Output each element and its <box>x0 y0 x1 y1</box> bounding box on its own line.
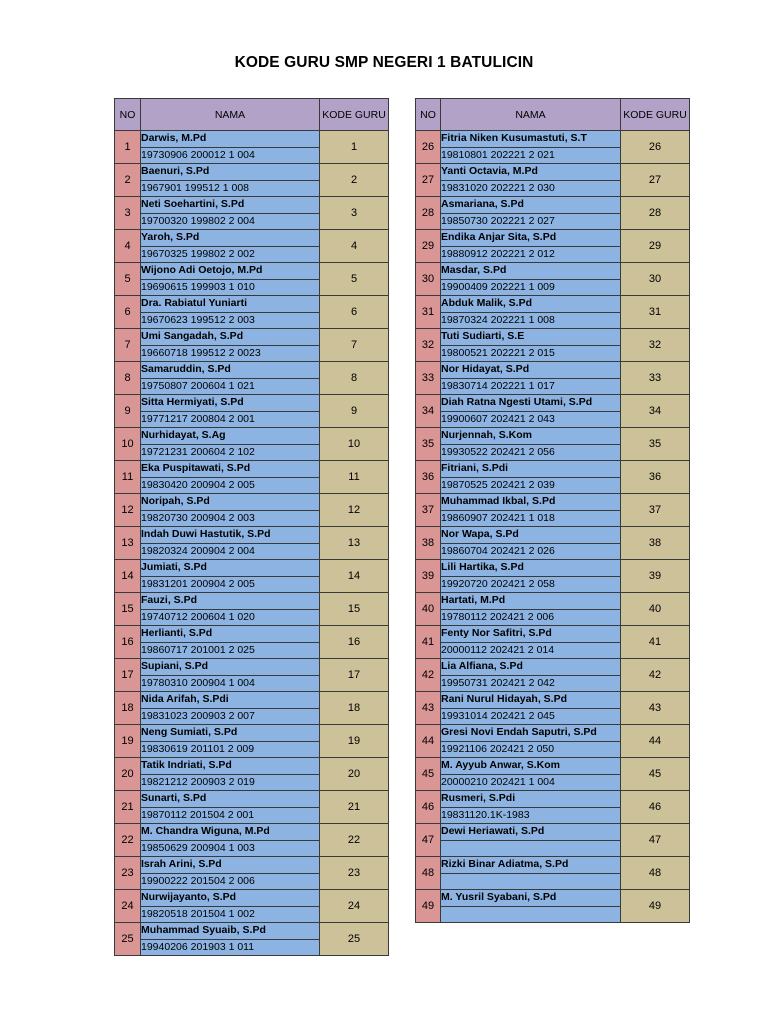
teacher-number: 1 <box>115 131 141 164</box>
teacher-number: 37 <box>416 494 441 527</box>
teacher-number: 9 <box>115 395 141 428</box>
teacher-code: 16 <box>320 626 389 659</box>
teacher-number: 10 <box>115 428 141 461</box>
teacher-nip: 19831023 200903 2 007 <box>141 708 320 725</box>
teacher-row <box>115 923 389 940</box>
teacher-row <box>416 791 690 808</box>
teacher-number: 42 <box>416 659 441 692</box>
teacher-code: 30 <box>621 263 690 296</box>
teacher-number: 48 <box>416 857 441 890</box>
teacher-nip: 19860717 201001 2 025 <box>141 642 320 659</box>
teacher-row <box>416 362 690 379</box>
teacher-row <box>115 461 389 478</box>
teacher-code: 34 <box>621 395 690 428</box>
teacher-row <box>115 890 389 907</box>
teacher-code: 45 <box>621 758 690 791</box>
teacher-code: 42 <box>621 659 690 692</box>
teacher-number: 28 <box>416 197 441 230</box>
teacher-name: Endika Anjar Sita, S.Pd <box>441 230 621 247</box>
teacher-row <box>115 164 389 181</box>
teacher-nip: 19900222 201504 2 006 <box>141 873 320 890</box>
teacher-number: 22 <box>115 824 141 857</box>
header-nama: NAMA <box>141 99 320 131</box>
teacher-nip: 19771217 200804 2 001 <box>141 411 320 428</box>
teacher-name: Nurwijayanto, S.Pd <box>141 890 320 907</box>
teacher-name: Supiani, S.Pd <box>141 659 320 676</box>
teacher-name: Rani Nurul Hidayah, S.Pd <box>441 692 621 709</box>
teacher-nip: 19810801 202221 2 021 <box>441 147 621 164</box>
teacher-row <box>416 857 690 874</box>
teacher-code: 39 <box>621 560 690 593</box>
teacher-row <box>115 824 389 841</box>
teacher-name: Gresi Novi Endah Saputri, S.Pd <box>441 725 621 742</box>
teacher-number: 24 <box>115 890 141 923</box>
teacher-number: 38 <box>416 527 441 560</box>
teacher-row <box>416 230 690 247</box>
teacher-row <box>416 692 690 709</box>
teacher-row <box>115 659 389 676</box>
teacher-code: 25 <box>320 923 389 956</box>
teacher-nip: 19860907 202421 1 018 <box>441 510 621 527</box>
teacher-name: Masdar, S.Pd <box>441 263 621 280</box>
teacher-nip: 19921106 202421 2 050 <box>441 741 621 758</box>
teacher-nip: 19830420 200904 2 005 <box>141 477 320 494</box>
teacher-number: 6 <box>115 296 141 329</box>
teacher-name: Hartati, M.Pd <box>441 593 621 610</box>
teacher-row <box>115 527 389 544</box>
teacher-nip: 19820730 200904 2 003 <box>141 510 320 527</box>
teacher-row <box>416 527 690 544</box>
teacher-number: 34 <box>416 395 441 428</box>
teacher-code: 22 <box>320 824 389 857</box>
teacher-nip: 19931014 202421 2 045 <box>441 708 621 725</box>
teacher-code: 24 <box>320 890 389 923</box>
teacher-name: Yaroh, S.Pd <box>141 230 320 247</box>
teacher-row <box>115 428 389 445</box>
teacher-code: 1 <box>320 131 389 164</box>
teacher-name: Tatik Indriati, S.Pd <box>141 758 320 775</box>
teacher-code: 23 <box>320 857 389 890</box>
teacher-number: 29 <box>416 230 441 263</box>
teacher-code: 33 <box>621 362 690 395</box>
teacher-row <box>416 626 690 643</box>
teacher-code: 4 <box>320 230 389 263</box>
teacher-code: 31 <box>621 296 690 329</box>
teacher-number: 15 <box>115 593 141 626</box>
teacher-nip: 19721231 200604 2 102 <box>141 444 320 461</box>
teacher-code: 32 <box>621 329 690 362</box>
header-kode-guru: KODE GURU <box>621 99 690 131</box>
teacher-name: Neti Soehartini, S.Pd <box>141 197 320 214</box>
teacher-name: Sitta Hermiyati, S.Pd <box>141 395 320 412</box>
teacher-name: Israh Arini, S.Pd <box>141 857 320 874</box>
teacher-name: Jumiati, S.Pd <box>141 560 320 577</box>
teacher-row <box>115 692 389 709</box>
teacher-code: 26 <box>621 131 690 164</box>
teacher-code: 46 <box>621 791 690 824</box>
teacher-nip: 19850730 202221 2 027 <box>441 213 621 230</box>
teacher-nip: 19750807 200604 1 021 <box>141 378 320 395</box>
teacher-number: 44 <box>416 725 441 758</box>
teacher-code: 48 <box>621 857 690 890</box>
teacher-code: 3 <box>320 197 389 230</box>
teacher-number: 31 <box>416 296 441 329</box>
teacher-name: Dewi Heriawati, S.Pd <box>441 824 621 841</box>
teacher-code: 35 <box>621 428 690 461</box>
teacher-code: 10 <box>320 428 389 461</box>
teacher-nip: 19660718 199512 2 0023 <box>141 345 320 362</box>
teacher-nip: 19780310 200904 1 004 <box>141 675 320 692</box>
teacher-table-left <box>114 98 389 956</box>
teacher-nip <box>441 840 621 857</box>
teacher-nip: 19831201 200904 2 005 <box>141 576 320 593</box>
teacher-name: Nurhidayat, S.Ag <box>141 428 320 445</box>
teacher-number: 14 <box>115 560 141 593</box>
teacher-code: 27 <box>621 164 690 197</box>
teacher-number: 43 <box>416 692 441 725</box>
teacher-nip: 19930522 202421 2 056 <box>441 444 621 461</box>
teacher-number: 30 <box>416 263 441 296</box>
teacher-code: 47 <box>621 824 690 857</box>
teacher-name: Indah Duwi Hastutik, S.Pd <box>141 527 320 544</box>
teacher-row <box>416 428 690 445</box>
teacher-row <box>115 758 389 775</box>
teacher-row <box>115 230 389 247</box>
header-row <box>115 99 389 131</box>
teacher-nip: 19950731 202421 2 042 <box>441 675 621 692</box>
teacher-number: 40 <box>416 593 441 626</box>
teacher-name: Nor Wapa, S.Pd <box>441 527 621 544</box>
teacher-code: 37 <box>621 494 690 527</box>
teacher-name: Eka Puspitawati, S.Pd <box>141 461 320 478</box>
teacher-number: 17 <box>115 659 141 692</box>
teacher-row <box>416 461 690 478</box>
teacher-name: Lia Alfiana, S.Pd <box>441 659 621 676</box>
teacher-code: 28 <box>621 197 690 230</box>
header-no: NO <box>416 99 441 131</box>
teacher-name: Lili Hartika, S.Pd <box>441 560 621 577</box>
teacher-name: Noripah, S.Pd <box>141 494 320 511</box>
teacher-nip: 19850629 200904 1 003 <box>141 840 320 857</box>
teacher-nip: 19820518 201504 1 002 <box>141 906 320 923</box>
teacher-row <box>416 263 690 280</box>
teacher-number: 4 <box>115 230 141 263</box>
teacher-number: 13 <box>115 527 141 560</box>
teacher-code: 19 <box>320 725 389 758</box>
teacher-name: Yanti Octavia, M.Pd <box>441 164 621 181</box>
teacher-number: 21 <box>115 791 141 824</box>
teacher-code: 17 <box>320 659 389 692</box>
teacher-row <box>416 659 690 676</box>
teacher-code: 18 <box>320 692 389 725</box>
teacher-row <box>416 296 690 313</box>
teacher-number: 45 <box>416 758 441 791</box>
teacher-nip: 19830619 201101 2 009 <box>141 741 320 758</box>
teacher-nip: 19831020 202221 2 030 <box>441 180 621 197</box>
teacher-code: 44 <box>621 725 690 758</box>
teacher-nip: 19670325 199802 2 002 <box>141 246 320 263</box>
teacher-nip: 19830714 202221 1 017 <box>441 378 621 395</box>
teacher-nip: 19730906 200012 1 004 <box>141 147 320 164</box>
teacher-name: Neng Sumiati, S.Pd <box>141 725 320 742</box>
teacher-number: 46 <box>416 791 441 824</box>
teacher-code: 8 <box>320 362 389 395</box>
teacher-row <box>416 560 690 577</box>
teacher-name: Nor Hidayat, S.Pd <box>441 362 621 379</box>
teacher-row <box>416 197 690 214</box>
teacher-code: 6 <box>320 296 389 329</box>
teacher-nip: 20000210 202421 1 004 <box>441 774 621 791</box>
teacher-name: Fitriani, S.Pdi <box>441 461 621 478</box>
teacher-number: 16 <box>115 626 141 659</box>
teacher-number: 27 <box>416 164 441 197</box>
teacher-name: Dra. Rabiatul Yuniarti <box>141 296 320 313</box>
teacher-nip: 19900607 202421 2 043 <box>441 411 621 428</box>
teacher-number: 18 <box>115 692 141 725</box>
teacher-row <box>416 824 690 841</box>
teacher-code: 12 <box>320 494 389 527</box>
teacher-name: M. Yusril Syabani, S.Pd <box>441 890 621 907</box>
teacher-number: 33 <box>416 362 441 395</box>
teacher-name: Rusmeri, S.Pdi <box>441 791 621 808</box>
teacher-number: 39 <box>416 560 441 593</box>
teacher-row <box>115 494 389 511</box>
teacher-number: 23 <box>115 857 141 890</box>
teacher-code: 21 <box>320 791 389 824</box>
teacher-name: Samaruddin, S.Pd <box>141 362 320 379</box>
teacher-code: 29 <box>621 230 690 263</box>
teacher-code: 14 <box>320 560 389 593</box>
teacher-name: Nida Arifah, S.Pdi <box>141 692 320 709</box>
teacher-table-right <box>415 98 690 923</box>
teacher-number: 49 <box>416 890 441 923</box>
teacher-row <box>115 857 389 874</box>
teacher-nip: 19740712 200604 1 020 <box>141 609 320 626</box>
teacher-row <box>115 626 389 643</box>
teacher-name: Fenty Nor Safitri, S.Pd <box>441 626 621 643</box>
teacher-row <box>416 131 690 148</box>
teacher-name: Rizki Binar Adiatma, S.Pd <box>441 857 621 874</box>
teacher-number: 32 <box>416 329 441 362</box>
page-title: KODE GURU SMP NEGERI 1 BATULICIN <box>234 54 534 71</box>
teacher-name: Abduk Malik, S.Pd <box>441 296 621 313</box>
teacher-row <box>416 395 690 412</box>
teacher-row <box>115 296 389 313</box>
teacher-code: 11 <box>320 461 389 494</box>
teacher-number: 8 <box>115 362 141 395</box>
teacher-row <box>115 263 389 280</box>
teacher-nip: 19870525 202421 2 039 <box>441 477 621 494</box>
teacher-name: Asmariana, S.Pd <box>441 197 621 214</box>
teacher-name: Darwis, M.Pd <box>141 131 320 148</box>
teacher-code: 38 <box>621 527 690 560</box>
teacher-name: Muhammad Ikbal, S.Pd <box>441 494 621 511</box>
teacher-nip: 19900409 202221 1 009 <box>441 279 621 296</box>
teacher-code: 20 <box>320 758 389 791</box>
teacher-number: 19 <box>115 725 141 758</box>
teacher-row <box>115 329 389 346</box>
teacher-nip: 19860704 202421 2 026 <box>441 543 621 560</box>
teacher-row <box>115 395 389 412</box>
teacher-code: 41 <box>621 626 690 659</box>
teacher-number: 7 <box>115 329 141 362</box>
teacher-nip: 19870112 201504 2 001 <box>141 807 320 824</box>
teacher-code: 7 <box>320 329 389 362</box>
teacher-nip <box>441 906 621 923</box>
header-row <box>416 99 690 131</box>
teacher-number: 25 <box>115 923 141 956</box>
teacher-name: Diah Ratna Ngesti Utami, S.Pd <box>441 395 621 412</box>
teacher-row <box>416 164 690 181</box>
teacher-number: 11 <box>115 461 141 494</box>
teacher-nip: 19820324 200904 2 004 <box>141 543 320 560</box>
teacher-code: 40 <box>621 593 690 626</box>
teacher-number: 36 <box>416 461 441 494</box>
teacher-row <box>115 791 389 808</box>
teacher-row <box>416 758 690 775</box>
teacher-nip <box>441 873 621 890</box>
teacher-code: 15 <box>320 593 389 626</box>
teacher-name: Nurjennah, S.Kom <box>441 428 621 445</box>
teacher-nip: 19700320 199802 2 004 <box>141 213 320 230</box>
teacher-number: 41 <box>416 626 441 659</box>
teacher-row <box>416 725 690 742</box>
teacher-row <box>115 593 389 610</box>
teacher-nip: 19870324 202221 1 008 <box>441 312 621 329</box>
teacher-code: 5 <box>320 263 389 296</box>
teacher-name: Umi Sangadah, S.Pd <box>141 329 320 346</box>
teacher-row <box>115 362 389 379</box>
teacher-row <box>416 890 690 907</box>
teacher-nip: 19831120.1K-1983 <box>441 807 621 824</box>
teacher-number: 20 <box>115 758 141 791</box>
teacher-row <box>115 560 389 577</box>
teacher-row <box>416 329 690 346</box>
teacher-name: M. Ayyub Anwar, S.Kom <box>441 758 621 775</box>
teacher-nip: 20000112 202421 2 014 <box>441 642 621 659</box>
teacher-row <box>416 494 690 511</box>
teacher-nip: 19821212 200903 2 019 <box>141 774 320 791</box>
teacher-name: Sunarti, S.Pd <box>141 791 320 808</box>
teacher-name: Fauzi, S.Pd <box>141 593 320 610</box>
teacher-name: Tuti Sudiarti, S.E <box>441 329 621 346</box>
teacher-row <box>416 593 690 610</box>
teacher-name: Baenuri, S.Pd <box>141 164 320 181</box>
teacher-nip: 1967901 199512 1 008 <box>141 180 320 197</box>
teacher-code: 2 <box>320 164 389 197</box>
teacher-number: 3 <box>115 197 141 230</box>
header-kode-guru: KODE GURU <box>320 99 389 131</box>
teacher-number: 5 <box>115 263 141 296</box>
teacher-code: 49 <box>621 890 690 923</box>
teacher-name: Herlianti, S.Pd <box>141 626 320 643</box>
teacher-code: 36 <box>621 461 690 494</box>
teacher-nip: 19800521 202221 2 015 <box>441 345 621 362</box>
teacher-number: 26 <box>416 131 441 164</box>
teacher-code: 13 <box>320 527 389 560</box>
teacher-nip: 19780112 202421 2 006 <box>441 609 621 626</box>
teacher-nip: 19880912 202221 2 012 <box>441 246 621 263</box>
teacher-code: 43 <box>621 692 690 725</box>
teacher-nip: 19690615 199903 1 010 <box>141 279 320 296</box>
header-nama: NAMA <box>441 99 621 131</box>
teacher-nip: 19920720 202421 2 058 <box>441 576 621 593</box>
teacher-number: 2 <box>115 164 141 197</box>
header-no: NO <box>115 99 141 131</box>
teacher-code: 9 <box>320 395 389 428</box>
teacher-name: Fitria Niken Kusumastuti, S.T <box>441 131 621 148</box>
teacher-nip: 19670623 199512 2 003 <box>141 312 320 329</box>
teacher-name: Wijono Adi Oetojo, M.Pd <box>141 263 320 280</box>
teacher-number: 35 <box>416 428 441 461</box>
teacher-row <box>115 725 389 742</box>
teacher-row <box>115 197 389 214</box>
teacher-number: 12 <box>115 494 141 527</box>
teacher-number: 47 <box>416 824 441 857</box>
teacher-name: Muhammad Syuaib, S.Pd <box>141 923 320 940</box>
teacher-name: M. Chandra Wiguna, M.Pd <box>141 824 320 841</box>
teacher-nip: 19940206 201903 1 011 <box>141 939 320 956</box>
teacher-row <box>115 131 389 148</box>
